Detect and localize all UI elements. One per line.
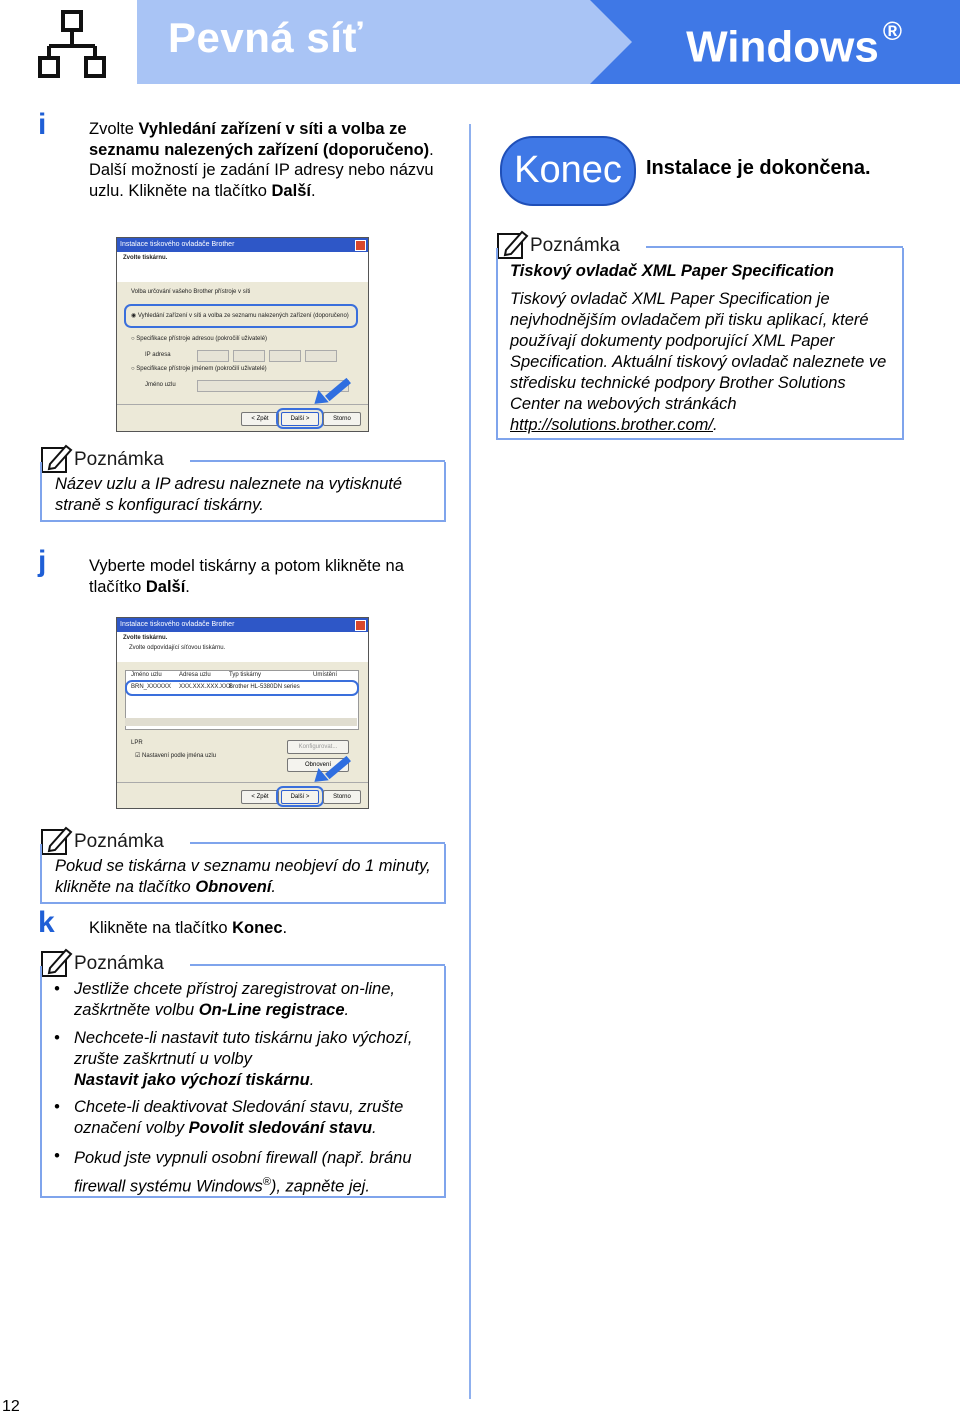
note-top-rule [190,842,445,844]
note-subheading: Tiskový ovladač XML Paper Specification [510,262,835,280]
ip-field-3[interactable] [269,350,301,362]
step-letter-j: j [38,545,47,578]
divider [117,404,368,405]
step-letter-i: i [38,108,47,141]
option-search-network[interactable]: ◉ Vyhledání zařízení v síti a volba ze seznamu nalezených zařízení (doporučeno) [131,313,349,319]
page-title: Pevná síť [168,14,364,61]
close-icon [355,620,366,631]
dialog-header [117,252,368,282]
row-node[interactable]: BRN_XXXXXX [131,684,172,690]
bullet-icon: • [54,980,60,998]
column-divider [469,124,471,1399]
page-number: 12 [2,1398,20,1415]
note-bullet-3: Chcete-li deaktivovat Sledování stavu, zrušte označení volby Povolit sledování stavu. [74,1098,404,1137]
step-k-text: Klikněte na tlačítko Konec. [89,919,288,937]
dialog-screenshot-select-printer [116,617,369,809]
list-scrollbar[interactable] [125,718,357,726]
ip-field-4[interactable] [305,350,337,362]
note-heading: Poznámka [530,235,628,257]
next-button[interactable]: Další > [281,412,319,426]
ip-field-2[interactable] [233,350,265,362]
note-heading: Poznámka [74,953,172,975]
option-by-name[interactable]: ○ Specifikace přístroje jménem (pokročilí uživatelé) [131,366,267,372]
note-box-2 [40,826,445,904]
bullet-icon: • [54,1147,60,1165]
note-top-rule [646,246,903,248]
step-j-text: Vyberte model tiskárny a potom klikněte na tlačítko Další. [89,557,404,596]
col-printer-type: Typ tiskárny [229,672,262,678]
registered-mark: ® [882,16,902,46]
note-heading: Poznámka [74,449,172,471]
refresh-button[interactable]: Obnovení [287,758,349,772]
dialog-titlebar: Instalace tiskového ovladače Brother [117,618,368,632]
dialog-prompt: Volba určování vašeho Brother přístroje v síti [131,289,251,295]
next-button[interactable]: Další > [281,790,319,804]
note-bullet-1: Jestliže chcete přístroj zaregistrovat on-line, zaškrtněte volbu On-Line registrace. [74,980,395,1019]
dialog-header [117,632,368,662]
note-box-3 [40,948,445,1198]
cancel-button[interactable]: Storno [323,412,361,426]
note-heading: Poznámka [74,831,172,853]
step-letter-k: k [38,906,55,939]
ip-label: IP adresa [145,352,171,358]
row-address[interactable]: XXX.XXX.XXX.XXX [179,684,233,690]
note-box-4 [496,230,903,440]
note-text: Název uzlu a IP adresu naleznete na vytisknuté straně s konfigurací tiskárny. [55,475,403,514]
checkbox-node-name[interactable]: ☑ Nastavení podle jména uzlu [135,753,217,759]
cancel-button[interactable]: Storno [323,790,361,804]
solutions-link[interactable]: http://solutions.brother.com/ [510,416,713,434]
divider [117,782,368,783]
header-icon-area [0,0,138,84]
dialog-titlebar: Instalace tiskového ovladače Brother [117,238,368,252]
konec-badge-label: Konec [514,149,622,191]
konec-text: Instalace je dokončena. [646,157,871,179]
note-text: Tiskový ovladač XML Paper Specification je nejvhodnějším ovladačem při tisku aplikací, které používají dokumenty podporující XML Paper Specification. Aktuální tiskový ovladač naleznete ve středisku technické podpory Brother Solutions Center na webových stránkách http://solutions.brother.com/. [510,290,887,434]
node-field[interactable] [197,380,349,392]
step-i-text: Zvolte Vyhledání zařízení v síti a volba ze seznamu nalezených zařízení (doporučeno). Další možností je zadání IP adresy nebo názvu uzlu. Klikněte na tlačítko Další. [89,120,434,200]
dialog-subtitle: Zvolte tiskárnu. [123,255,168,261]
node-label: Jméno uzlu [145,382,176,388]
close-icon [355,240,366,251]
note-top-rule [190,964,445,966]
arrow-head-icon [309,390,328,410]
highlight-next [276,408,324,429]
col-location: Umístění [313,672,338,678]
note-text: Pokud se tiskárna v seznamu neobjeví do 1 minuty, klikněte na tlačítko Obnovení. [55,857,431,896]
dialog-subtitle-2: Zvolte odpovídající síťovou tiskárnu. [129,645,226,651]
col-node-address: Adresa uzlu [179,672,211,678]
back-button[interactable]: < Zpět [241,790,279,804]
option-by-ip[interactable]: ○ Specifikace přístroje adresou (pokročilí uživatelé) [131,336,268,342]
col-node-name: Jméno uzlu [131,672,162,678]
dialog-subtitle: Zvolte tiskárnu. [123,635,168,641]
lpr-label: LPR [131,740,143,746]
bullet-icon: • [54,1098,60,1116]
note-bullet-4: Pokud jste vypnuli osobní firewall (např. bránu firewall systému Windows®), zapněte jej. [74,1149,412,1196]
row-type[interactable]: Brother HL-5380DN series [229,684,300,690]
note-bullet-2: Nechcete-li nastavit tuto tiskárnu jako výchozí, zrušte zaškrtnutí u volby Nastavit jako výchozí tiskárnu. [74,1029,413,1089]
back-button[interactable]: < Zpět [241,412,279,426]
bullet-icon: • [54,1029,60,1047]
highlight-next [276,786,324,807]
network-icon [38,10,108,80]
ip-field-1[interactable] [197,350,229,362]
configure-button[interactable]: Konfigurovat... [287,740,349,754]
os-title: Windows ® [686,16,902,72]
note-top-rule [190,460,445,462]
note-box-1 [40,444,445,522]
konec-badge [500,136,636,206]
dialog-screenshot-select-device [116,237,369,432]
